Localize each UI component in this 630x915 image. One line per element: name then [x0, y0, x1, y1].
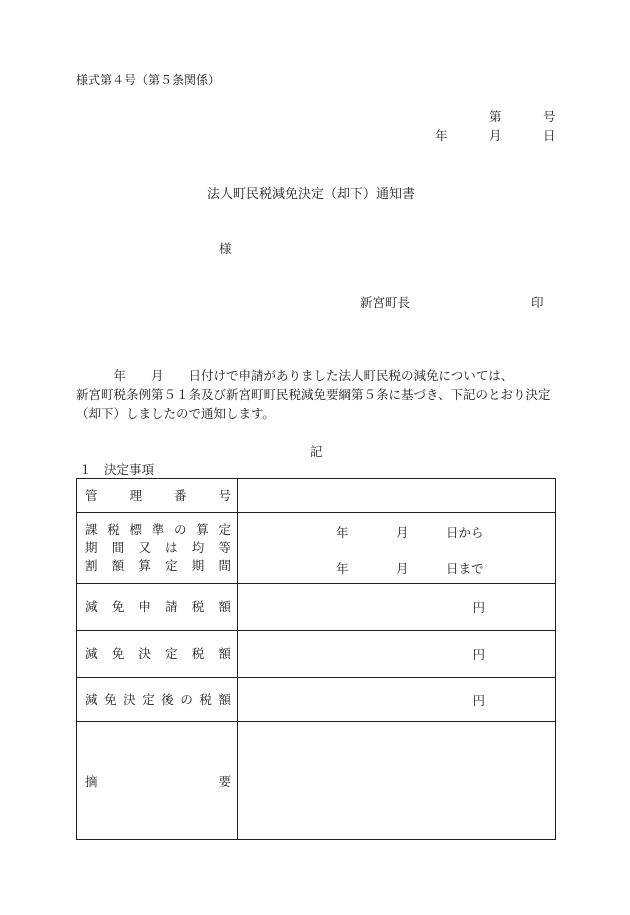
ato-label-cell [77, 678, 238, 722]
kettei-value-cell [238, 631, 556, 678]
decision-table [76, 478, 556, 840]
table-row [77, 479, 556, 513]
period-label-line: 割額算定期間 [85, 558, 231, 573]
yen-unit: 円 [472, 692, 485, 708]
table-row [77, 584, 556, 631]
shinsei-label-cell [77, 584, 238, 631]
period-to-year: 年 [336, 561, 349, 576]
kanri-value-cell [238, 479, 556, 513]
period-label-line: 課税標準の算定 [85, 522, 231, 537]
period-label-cell [77, 513, 238, 584]
notice-body-line1: 年 月 日付けで申請がありました法人町民税の減免については、 [76, 368, 514, 383]
ki-heading: 記 [310, 444, 323, 459]
addressee-suffix: 様 [219, 241, 232, 256]
notice-body [76, 366, 556, 423]
table-row [77, 678, 556, 722]
kettei-label: 減免決定税額 [85, 646, 231, 661]
period-from-day: 日から [446, 525, 484, 540]
period-from-month: 月 [396, 525, 409, 540]
number-prefix: 第 [489, 109, 502, 124]
kanri-label-cell [77, 479, 238, 513]
number-suffix: 号 [543, 109, 556, 124]
section-heading: １ 決定事項 [79, 462, 155, 477]
tekiyo-label-cell [77, 722, 238, 840]
date-year: 年 [435, 128, 448, 143]
ato-label: 減免決定後の税額 [85, 691, 231, 707]
tekiyo-label-left: 摘 [85, 773, 98, 789]
period-label-line: 期間又は均等 [85, 540, 231, 555]
table-row [77, 513, 556, 584]
tekiyo-value-cell [238, 722, 556, 840]
period-value-cell [238, 513, 556, 584]
document-title: 法人町民税減免決定（却下）通知書 [207, 187, 416, 202]
table-row [77, 722, 556, 840]
shinsei-label: 減免申請税額 [85, 599, 231, 614]
ato-value-cell [238, 678, 556, 722]
period-to-month: 月 [396, 561, 409, 576]
period-to-day: 日まで [446, 561, 484, 576]
tekiyo-label-right: 要 [218, 773, 231, 789]
yen-unit: 円 [472, 647, 485, 662]
yen-unit: 円 [472, 600, 485, 615]
kettei-label-cell [77, 631, 238, 678]
date-month: 月 [489, 128, 502, 143]
issuer-title: 新宮町長 [360, 295, 411, 310]
shinsei-value-cell [238, 584, 556, 631]
table-row [77, 631, 556, 678]
period-from-year: 年 [336, 525, 349, 540]
seal-mark: 印 [531, 295, 544, 310]
kanri-label: 管理番号 [85, 487, 231, 503]
notice-body-rest: 新宮町税条例第５１条及び新宮町町民税減免要綱第５条に基づき、下記のとおり決定（却下）しましたので通知します。 [76, 387, 551, 421]
form-number: 様式第４号（第５条関係） [76, 73, 221, 87]
date-day: 日 [543, 128, 556, 143]
